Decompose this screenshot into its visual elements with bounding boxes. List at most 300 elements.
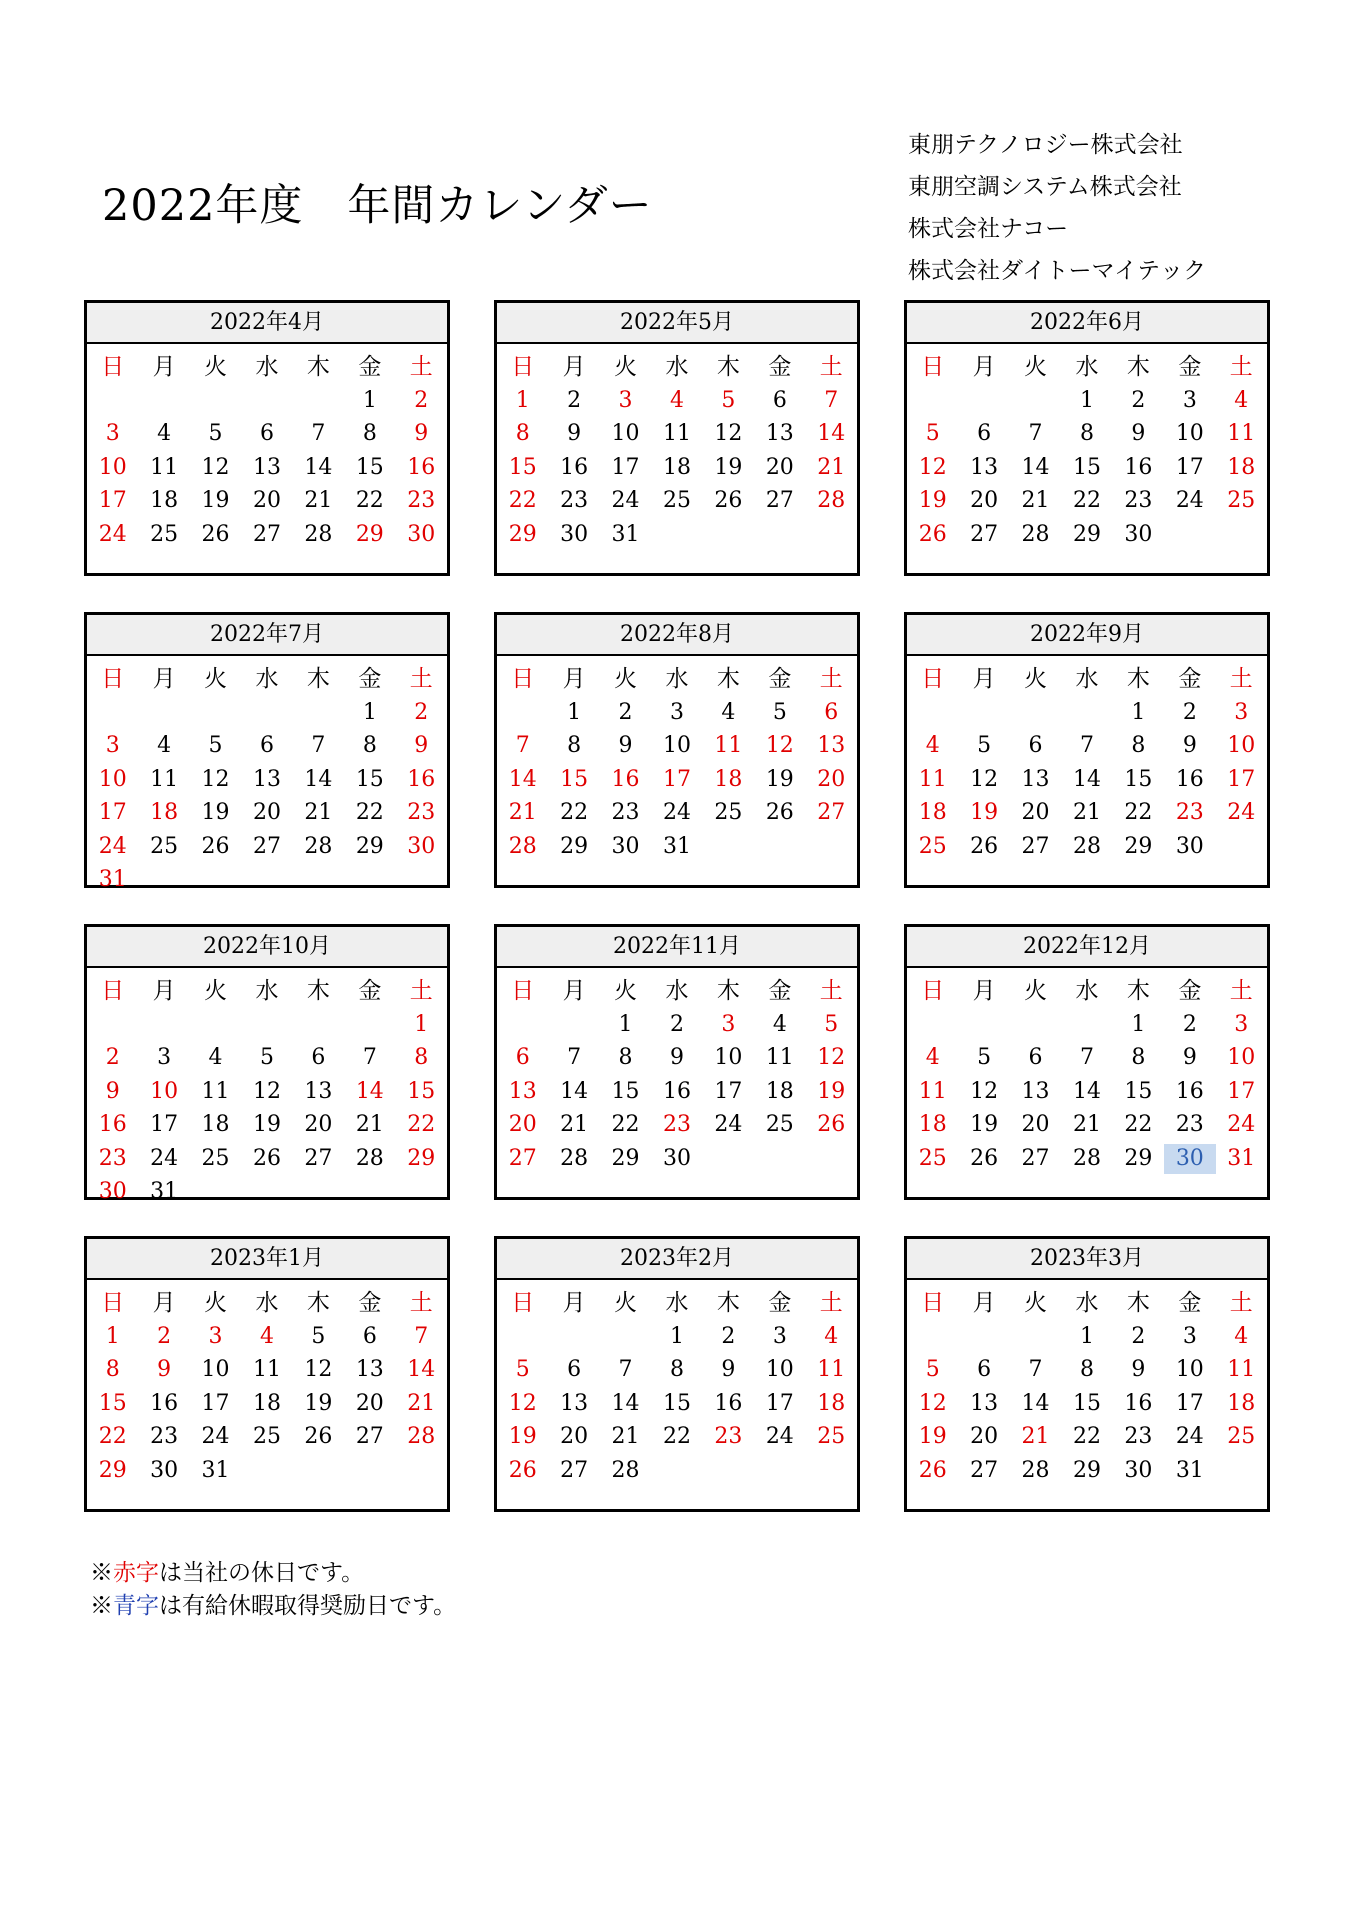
week-row bbox=[497, 1042, 857, 1076]
day-cell: 8 bbox=[1131, 1045, 1146, 1071]
day-cell: 27 bbox=[765, 488, 794, 514]
day-cell: 7 bbox=[567, 1045, 582, 1071]
weekday-header-row bbox=[87, 968, 447, 1008]
empty-cell bbox=[241, 1010, 292, 1040]
week-row bbox=[87, 1176, 447, 1210]
day-cell: 7 bbox=[362, 1045, 377, 1071]
day-cell: 19 bbox=[970, 1112, 999, 1138]
week-row bbox=[497, 1142, 857, 1176]
day-cell: 25 bbox=[714, 800, 743, 826]
weekday-label: 月 bbox=[152, 353, 176, 380]
weekday-label: 火 bbox=[614, 977, 638, 1004]
month-header: 2022年7月 bbox=[87, 615, 447, 656]
weekday-label: 月 bbox=[152, 665, 176, 692]
week-row bbox=[907, 1042, 1267, 1076]
day-cell: 1 bbox=[362, 387, 377, 413]
weekday-label: 金 bbox=[768, 1289, 792, 1316]
weekday-label: 金 bbox=[358, 1289, 382, 1316]
day-cell: 3 bbox=[772, 1323, 787, 1349]
day-cell: 11 bbox=[252, 1357, 281, 1383]
day-cell: 22 bbox=[98, 1424, 127, 1450]
empty-cell bbox=[907, 698, 958, 728]
day-cell: 13 bbox=[252, 766, 281, 792]
weekday-label: 月 bbox=[562, 1289, 586, 1316]
day-cell: 2 bbox=[618, 699, 633, 725]
day-cell: 9 bbox=[618, 733, 633, 759]
week-row bbox=[907, 485, 1267, 519]
empty-cell bbox=[138, 865, 189, 895]
day-cell: 2 bbox=[1182, 1011, 1197, 1037]
day-cell: 22 bbox=[560, 800, 589, 826]
month-header: 2022年9月 bbox=[907, 615, 1267, 656]
day-cell: 21 bbox=[611, 1424, 640, 1450]
day-cell: 16 bbox=[407, 766, 436, 792]
day-cell: 17 bbox=[201, 1390, 230, 1416]
day-cell: 14 bbox=[817, 421, 846, 447]
day-cell: 30 bbox=[1175, 833, 1204, 859]
day-cell: 3 bbox=[721, 1011, 736, 1037]
day-cell: 10 bbox=[98, 766, 127, 792]
day-cell: 30 bbox=[407, 521, 436, 547]
day-cell: 23 bbox=[1124, 1424, 1153, 1450]
day-cell: 15 bbox=[560, 766, 589, 792]
day-cell: 9 bbox=[105, 1078, 120, 1104]
day-cell: 24 bbox=[1175, 488, 1204, 514]
week-row bbox=[907, 1075, 1267, 1109]
day-cell: 19 bbox=[714, 454, 743, 480]
week-row bbox=[907, 384, 1267, 418]
day-cell: 25 bbox=[150, 833, 179, 859]
day-cell: 15 bbox=[98, 1390, 127, 1416]
day-cell: 21 bbox=[1021, 1424, 1050, 1450]
empty-cell bbox=[241, 865, 292, 895]
week-row bbox=[497, 451, 857, 485]
day-cell: 4 bbox=[157, 733, 172, 759]
day-cell: 3 bbox=[1182, 387, 1197, 413]
day-cell: 1 bbox=[1131, 1011, 1146, 1037]
day-cell: 2 bbox=[721, 1323, 736, 1349]
day-cell: 18 bbox=[1227, 454, 1256, 480]
day-cell: 11 bbox=[817, 1357, 846, 1383]
day-cell: 3 bbox=[208, 1323, 223, 1349]
company-name: 東朋空調システム株式会社 bbox=[908, 174, 1182, 200]
day-cell: 16 bbox=[98, 1112, 127, 1138]
empty-cell bbox=[190, 1010, 241, 1040]
month-calendar bbox=[904, 924, 1270, 1200]
week-row bbox=[907, 696, 1267, 730]
day-cell: 2 bbox=[1182, 699, 1197, 725]
empty-cell bbox=[1010, 1322, 1061, 1352]
weekday-label: 火 bbox=[1024, 353, 1048, 380]
day-cell: 13 bbox=[970, 1390, 999, 1416]
week-row bbox=[907, 1008, 1267, 1042]
day-cell: 27 bbox=[252, 521, 281, 547]
day-cell: 2 bbox=[414, 699, 429, 725]
month-header: 2023年2月 bbox=[497, 1239, 857, 1280]
day-cell: 28 bbox=[1021, 521, 1050, 547]
day-cell: 3 bbox=[669, 699, 684, 725]
red-text-label: 赤字 bbox=[113, 1560, 159, 1586]
weekday-label: 土 bbox=[1229, 665, 1253, 692]
empty-cell bbox=[548, 1010, 599, 1040]
day-cell: 13 bbox=[560, 1390, 589, 1416]
day-cell: 21 bbox=[407, 1390, 436, 1416]
weekday-header-row bbox=[907, 1280, 1267, 1320]
week-row bbox=[907, 1387, 1267, 1421]
day-cell: 13 bbox=[508, 1078, 537, 1104]
day-cell: 9 bbox=[1131, 1357, 1146, 1383]
month-calendar bbox=[84, 1236, 450, 1512]
day-cell: 13 bbox=[355, 1357, 384, 1383]
day-cell: 9 bbox=[157, 1357, 172, 1383]
month-header: 2022年5月 bbox=[497, 303, 857, 344]
weekday-label: 火 bbox=[204, 353, 228, 380]
day-cell: 17 bbox=[1227, 766, 1256, 792]
day-cell: 22 bbox=[1124, 800, 1153, 826]
month-calendar bbox=[904, 1236, 1270, 1512]
day-cell: 7 bbox=[311, 733, 326, 759]
day-cell: 29 bbox=[611, 1145, 640, 1171]
week-row bbox=[497, 384, 857, 418]
day-cell: 10 bbox=[201, 1357, 230, 1383]
day-cell: 4 bbox=[259, 1323, 274, 1349]
weekday-label: 火 bbox=[614, 665, 638, 692]
day-cell: 31 bbox=[201, 1457, 230, 1483]
day-cell: 28 bbox=[304, 521, 333, 547]
day-cell: 21 bbox=[1021, 488, 1050, 514]
day-cell: 7 bbox=[1028, 1357, 1043, 1383]
week-row bbox=[907, 1320, 1267, 1354]
day-cell: 20 bbox=[252, 800, 281, 826]
day-cell: 29 bbox=[355, 521, 384, 547]
day-cell: 4 bbox=[721, 699, 736, 725]
empty-cell bbox=[651, 520, 702, 550]
day-cell: 1 bbox=[1079, 1323, 1094, 1349]
day-cell: 5 bbox=[824, 1011, 839, 1037]
day-cell: 28 bbox=[817, 488, 846, 514]
day-cell: 8 bbox=[414, 1045, 429, 1071]
day-cell: 10 bbox=[1175, 421, 1204, 447]
day-cell: 4 bbox=[157, 421, 172, 447]
day-cell: 28 bbox=[355, 1145, 384, 1171]
day-cell: 14 bbox=[508, 766, 537, 792]
day-cell: 27 bbox=[252, 833, 281, 859]
day-cell: 22 bbox=[611, 1112, 640, 1138]
empty-cell bbox=[190, 698, 241, 728]
weekday-label: 火 bbox=[614, 353, 638, 380]
day-cell: 6 bbox=[259, 421, 274, 447]
weekday-label: 月 bbox=[972, 1289, 996, 1316]
weekday-label: 火 bbox=[1024, 665, 1048, 692]
day-cell: 8 bbox=[362, 421, 377, 447]
day-cell: 11 bbox=[1227, 1357, 1256, 1383]
day-cell: 15 bbox=[355, 454, 384, 480]
day-cell: 23 bbox=[662, 1112, 691, 1138]
empty-cell bbox=[958, 386, 1009, 416]
empty-cell bbox=[703, 832, 754, 862]
day-cell: 24 bbox=[1175, 1424, 1204, 1450]
weekday-header-row bbox=[497, 656, 857, 696]
week-row bbox=[907, 1109, 1267, 1143]
day-cell: 10 bbox=[98, 454, 127, 480]
day-cell: 6 bbox=[1028, 1045, 1043, 1071]
empty-cell bbox=[1010, 1010, 1061, 1040]
week-row bbox=[497, 1454, 857, 1488]
day-cell: 16 bbox=[662, 1078, 691, 1104]
day-cell: 26 bbox=[918, 521, 947, 547]
week-row bbox=[497, 1354, 857, 1388]
day-cell: 21 bbox=[1072, 1112, 1101, 1138]
day-cell: 1 bbox=[669, 1323, 684, 1349]
empty-cell bbox=[958, 1322, 1009, 1352]
day-cell: 29 bbox=[560, 833, 589, 859]
day-cell: 30 bbox=[407, 833, 436, 859]
day-cell: 6 bbox=[567, 1357, 582, 1383]
day-cell: 10 bbox=[662, 733, 691, 759]
week-row bbox=[497, 1421, 857, 1455]
day-cell: 11 bbox=[662, 421, 691, 447]
weekday-label: 火 bbox=[1024, 1289, 1048, 1316]
month-calendar bbox=[84, 612, 450, 893]
day-cell: 7 bbox=[1079, 1045, 1094, 1071]
empty-cell bbox=[293, 1456, 344, 1486]
day-cell: 18 bbox=[714, 766, 743, 792]
empty-cell bbox=[293, 698, 344, 728]
day-cell: 28 bbox=[611, 1457, 640, 1483]
day-cell: 15 bbox=[662, 1390, 691, 1416]
weekday-label: 木 bbox=[716, 977, 740, 1004]
day-cell: 20 bbox=[970, 488, 999, 514]
weekday-label: 火 bbox=[204, 1289, 228, 1316]
day-cell: 8 bbox=[669, 1357, 684, 1383]
weekday-label: 土 bbox=[409, 1289, 433, 1316]
day-cell: 10 bbox=[1227, 1045, 1256, 1071]
day-cell: 19 bbox=[508, 1424, 537, 1450]
day-cell: 21 bbox=[304, 488, 333, 514]
month-calendar bbox=[84, 924, 450, 1205]
empty-cell bbox=[138, 1010, 189, 1040]
day-cell: 28 bbox=[1072, 833, 1101, 859]
day-cell: 6 bbox=[311, 1045, 326, 1071]
day-cell: 11 bbox=[201, 1078, 230, 1104]
empty-cell bbox=[806, 832, 857, 862]
day-cell: 6 bbox=[824, 699, 839, 725]
weekday-label: 木 bbox=[306, 353, 330, 380]
empty-cell bbox=[548, 1322, 599, 1352]
day-cell: 21 bbox=[355, 1112, 384, 1138]
empty-cell bbox=[907, 1322, 958, 1352]
weekday-label: 水 bbox=[1075, 353, 1099, 380]
day-cell: 2 bbox=[1131, 1323, 1146, 1349]
day-cell: 26 bbox=[508, 1457, 537, 1483]
day-cell: 26 bbox=[970, 833, 999, 859]
day-cell: 13 bbox=[1021, 1078, 1050, 1104]
day-cell: 30 bbox=[611, 833, 640, 859]
day-cell: 12 bbox=[714, 421, 743, 447]
week-row bbox=[87, 1042, 447, 1076]
day-cell: 15 bbox=[1124, 766, 1153, 792]
weekday-label: 月 bbox=[972, 353, 996, 380]
weekday-label: 水 bbox=[255, 353, 279, 380]
day-cell: 10 bbox=[1175, 1357, 1204, 1383]
day-cell: 25 bbox=[918, 833, 947, 859]
day-cell: 21 bbox=[1072, 800, 1101, 826]
weekday-label: 金 bbox=[1178, 977, 1202, 1004]
week-row bbox=[907, 418, 1267, 452]
week-row bbox=[907, 830, 1267, 864]
day-cell: 8 bbox=[1131, 733, 1146, 759]
week-row bbox=[87, 696, 447, 730]
day-cell: 23 bbox=[407, 488, 436, 514]
empty-cell bbox=[806, 1456, 857, 1486]
weekday-label: 金 bbox=[358, 353, 382, 380]
weekday-label: 日 bbox=[511, 1289, 535, 1316]
day-cell: 27 bbox=[304, 1145, 333, 1171]
weekday-label: 木 bbox=[716, 1289, 740, 1316]
week-row bbox=[907, 1421, 1267, 1455]
week-row bbox=[497, 1320, 857, 1354]
week-row bbox=[497, 1008, 857, 1042]
month-header: 2022年8月 bbox=[497, 615, 857, 656]
day-cell: 5 bbox=[772, 699, 787, 725]
week-row bbox=[87, 763, 447, 797]
day-cell: 18 bbox=[150, 488, 179, 514]
day-cell: 26 bbox=[304, 1424, 333, 1450]
day-cell: 18 bbox=[918, 800, 947, 826]
day-cell: 30 bbox=[150, 1457, 179, 1483]
empty-cell bbox=[1216, 520, 1267, 550]
weekday-header-row bbox=[907, 656, 1267, 696]
day-cell: 17 bbox=[714, 1078, 743, 1104]
week-row bbox=[87, 1454, 447, 1488]
day-cell: 6 bbox=[977, 421, 992, 447]
day-cell: 24 bbox=[611, 488, 640, 514]
week-row bbox=[907, 1142, 1267, 1176]
week-row bbox=[87, 864, 447, 898]
company-list bbox=[908, 124, 1206, 292]
day-cell: 13 bbox=[817, 733, 846, 759]
day-cell: 24 bbox=[98, 833, 127, 859]
week-row bbox=[497, 485, 857, 519]
day-cell: 18 bbox=[918, 1112, 947, 1138]
empty-cell bbox=[1164, 520, 1215, 550]
day-cell: 29 bbox=[1072, 1457, 1101, 1483]
day-cell: 13 bbox=[252, 454, 281, 480]
day-cell: 29 bbox=[1124, 1145, 1153, 1171]
day-cell: 18 bbox=[150, 800, 179, 826]
day-cell: 12 bbox=[918, 1390, 947, 1416]
day-cell: 13 bbox=[1021, 766, 1050, 792]
weekday-label: 金 bbox=[1178, 665, 1202, 692]
day-cell: 13 bbox=[304, 1078, 333, 1104]
weekday-header-row bbox=[87, 344, 447, 384]
empty-cell bbox=[703, 1144, 754, 1174]
week-row bbox=[907, 763, 1267, 797]
empty-cell bbox=[87, 1010, 138, 1040]
day-cell: 16 bbox=[560, 454, 589, 480]
day-cell: 14 bbox=[355, 1078, 384, 1104]
day-cell: 19 bbox=[765, 766, 794, 792]
day-cell: 17 bbox=[611, 454, 640, 480]
day-cell: 1 bbox=[1131, 699, 1146, 725]
day-cell: 8 bbox=[105, 1357, 120, 1383]
empty-cell bbox=[754, 1456, 805, 1486]
day-cell: 15 bbox=[611, 1078, 640, 1104]
day-cell: 18 bbox=[1227, 1390, 1256, 1416]
day-cell: 10 bbox=[714, 1045, 743, 1071]
note-holiday: ※赤字は当社の休日です。 bbox=[90, 1560, 365, 1586]
blue-text-label: 青字 bbox=[113, 1593, 159, 1619]
empty-cell bbox=[958, 1010, 1009, 1040]
day-cell: 25 bbox=[817, 1424, 846, 1450]
weekday-label: 木 bbox=[716, 665, 740, 692]
day-cell: 1 bbox=[1079, 387, 1094, 413]
weekday-label: 水 bbox=[255, 665, 279, 692]
empty-cell bbox=[754, 1144, 805, 1174]
day-cell: 5 bbox=[925, 421, 940, 447]
day-cell: 8 bbox=[515, 421, 530, 447]
day-cell: 17 bbox=[1175, 1390, 1204, 1416]
day-cell: 27 bbox=[970, 521, 999, 547]
day-cell: 8 bbox=[618, 1045, 633, 1071]
day-cell: 17 bbox=[1227, 1078, 1256, 1104]
day-cell: 6 bbox=[977, 1357, 992, 1383]
day-cell: 12 bbox=[765, 733, 794, 759]
day-cell: 29 bbox=[98, 1457, 127, 1483]
month-header: 2023年3月 bbox=[907, 1239, 1267, 1280]
day-cell: 21 bbox=[560, 1112, 589, 1138]
week-row bbox=[497, 830, 857, 864]
day-cell: 3 bbox=[1182, 1323, 1197, 1349]
day-cell: 6 bbox=[362, 1323, 377, 1349]
day-cell: 23 bbox=[150, 1424, 179, 1450]
note-paid-leave: ※青字は有給休暇取得奨励日です。 bbox=[90, 1593, 457, 1619]
day-cell: 22 bbox=[662, 1424, 691, 1450]
day-cell: 16 bbox=[1175, 1078, 1204, 1104]
day-cell: 22 bbox=[1072, 488, 1101, 514]
day-cell: 25 bbox=[252, 1424, 281, 1450]
day-cell: 2 bbox=[669, 1011, 684, 1037]
weekday-label: 月 bbox=[562, 977, 586, 1004]
day-cell: 2 bbox=[105, 1045, 120, 1071]
day-cell: 9 bbox=[721, 1357, 736, 1383]
empty-cell bbox=[396, 1456, 447, 1486]
weekday-label: 木 bbox=[306, 665, 330, 692]
week-row bbox=[907, 730, 1267, 764]
day-cell: 20 bbox=[252, 488, 281, 514]
weekday-label: 水 bbox=[665, 1289, 689, 1316]
empty-cell bbox=[600, 1322, 651, 1352]
weekday-label: 金 bbox=[358, 665, 382, 692]
day-cell: 8 bbox=[362, 733, 377, 759]
company-name: 株式会社ダイトーマイテック bbox=[908, 258, 1207, 284]
day-cell: 23 bbox=[407, 800, 436, 826]
day-cell: 20 bbox=[1021, 800, 1050, 826]
empty-cell bbox=[1061, 698, 1112, 728]
day-cell: 21 bbox=[508, 800, 537, 826]
empty-cell bbox=[754, 832, 805, 862]
day-cell: 30 bbox=[98, 1179, 127, 1205]
day-cell: 16 bbox=[1124, 454, 1153, 480]
day-cell: 9 bbox=[669, 1045, 684, 1071]
day-cell: 29 bbox=[355, 833, 384, 859]
week-row bbox=[907, 1454, 1267, 1488]
page-title: 2022年度 年間カレンダー bbox=[102, 181, 653, 231]
month-calendar bbox=[494, 300, 860, 576]
day-cell: 18 bbox=[765, 1078, 794, 1104]
day-cell: 16 bbox=[714, 1390, 743, 1416]
weekday-label: 日 bbox=[921, 1289, 945, 1316]
